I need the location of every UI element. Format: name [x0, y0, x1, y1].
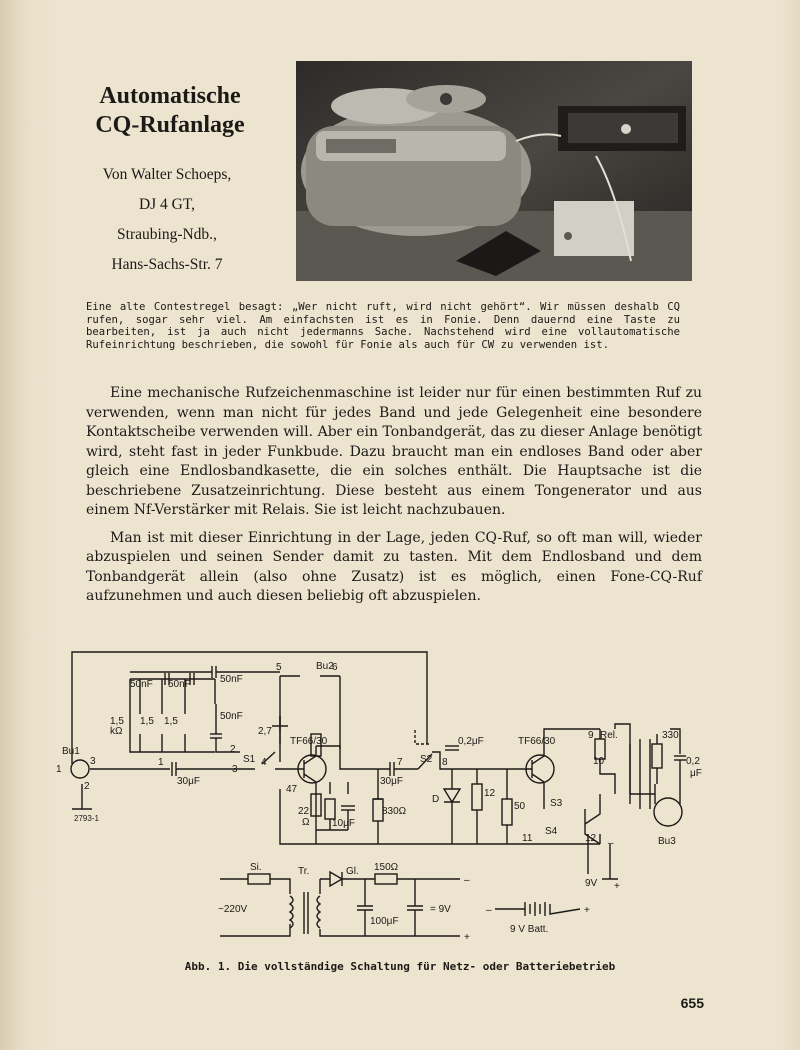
label-res: 2,7 [258, 726, 272, 737]
pin-label: 3 [232, 764, 238, 775]
page-number: 655 [680, 995, 704, 1011]
label-unit: kΩ [110, 726, 123, 737]
author-street: Hans-Sachs-Str. 7 [111, 256, 223, 273]
label-res: 1,5 [140, 716, 154, 727]
label-s4: S4 [545, 826, 558, 837]
label-cap: 50nF [168, 679, 191, 690]
label-cap: 30μF [380, 776, 403, 787]
label-s1: S1 [243, 754, 256, 765]
title-line-1: Automatische [99, 83, 241, 109]
pin-label: 1 [158, 757, 164, 768]
label-res: 150Ω [374, 862, 399, 873]
label-cap: 0,2μF [458, 736, 484, 747]
label-res: 830Ω [382, 806, 407, 817]
label-tf2: TF66/30 [518, 736, 556, 747]
label-ref: 2793-1 [74, 814, 99, 823]
label-cap: 0,2 [686, 756, 700, 767]
label-cap: 100μF [370, 916, 399, 927]
label-voltage: = 9V [430, 904, 451, 915]
label-polarity: – [464, 875, 470, 886]
label-cap: 10μF [332, 818, 355, 829]
label-res: 47 [286, 784, 298, 795]
label-s3: S3 [550, 798, 563, 809]
label-res: 1,5 [164, 716, 178, 727]
pin-label: 3 [90, 756, 96, 767]
body-paragraph: Man ist mit dieser Einrichtung in der Lage, jeden CQ-Ruf, so oft man will, wieder abzuspielen und seinen Sender damit zu tasten. Mit dem Endlosband und dem Tonbandgerät allein (also ohne Zusatz) ist es möglich, einen Fone-CQ-Ruf aufzunehmen und auch diesen beliebig oft abzuspielen. [86, 529, 702, 604]
label-voltage: 9V [585, 878, 598, 889]
intro-text: Eine alte Contestregel besagt: „Wer nicht ruft, wird nicht gehört“. Wir müssen deshalb CQ rufen, sogar sehr viel. Am einfachsten ist es in Fonie. Denn dauernd eine Taste zu bearbeiten, ist ja auch nicht jedermanns Sache. Nachstehend wird eine vollautomatische Rufeinrichtung beschrieben, die sowohl für Fonie als auch für CW zu verwenden ist. [86, 301, 680, 351]
label-rel: Rel. [600, 730, 618, 741]
article-title [60, 82, 280, 140]
title-line-2: CQ-Rufanlage [95, 112, 245, 138]
label-res: 22 [298, 806, 310, 817]
pin-label: 4 [261, 757, 267, 768]
label-cap: 50nF [130, 679, 153, 690]
pin-label: 7 [397, 757, 403, 768]
author-name: Von Walter Schoeps, [102, 166, 232, 183]
label-res: 1,5 [110, 716, 124, 727]
figure-caption: Abb. 1. Die vollständige Schaltung für Netz- oder Batteriebetrieb [184, 960, 616, 973]
pin-label: 6 [332, 662, 338, 673]
pin-label: 2 [230, 744, 236, 755]
pin-label: 1 [56, 764, 62, 775]
circuit-schematic [40, 634, 720, 954]
label-unit: Ω [302, 817, 310, 828]
pin-label: 8 [442, 757, 448, 768]
pin-label: 11 [522, 833, 533, 844]
label-bu3: Bu3 [658, 836, 676, 847]
pin-label: 2 [84, 781, 90, 792]
label-transformer: Tr. [298, 866, 310, 877]
label-bu1: Bu1 [62, 746, 80, 757]
body-text [86, 384, 702, 607]
body-paragraph: Eine mechanische Rufzeichenmaschine ist leider nur für einen bestimmten Ruf zu verwenden, wenn man nicht für jedes Band und jede Gelegenheit eine besondere Kontaktscheibe verwenden will. Aber ein Tonbandgerät, das zu dieser Anlage benötigt wird, steht fast in jeder Funkbude. Dazu braucht man ein endloses Band oder aber gleich eine Endlosbandkasette, die ein solches enthält. Die Hauptsache ist die beschriebene Zusatzeinrichtung. Diese besteht aus einem Tongenerator und aus einem Nf-Verstärker mit Relais. Sie ist leicht nachzubauen. [86, 385, 702, 518]
label-polarity: – [608, 838, 614, 849]
label-battery: 9 V Batt. [510, 924, 549, 935]
label-cap: 50nF [220, 711, 243, 722]
label-rectifier: Gl. [346, 866, 359, 877]
label-cap: 50nF [220, 674, 243, 685]
label-polarity: – [486, 905, 492, 916]
label-unit: μF [690, 768, 702, 779]
label-res: 330 [662, 730, 679, 741]
photo-tape-recorder [296, 61, 692, 281]
label-polarity: + [464, 932, 470, 943]
author-city: Straubing-Ndb., [117, 226, 217, 243]
pin-label: 12 [585, 833, 597, 844]
label-cap: 30μF [177, 776, 200, 787]
label-bu2: Bu2 [316, 661, 334, 672]
author-block [52, 160, 282, 280]
label-mains: ~220V [218, 904, 248, 915]
label-fuse: Si. [250, 862, 262, 873]
pin-label: 5 [276, 662, 282, 673]
label-diode: D [432, 794, 440, 805]
label-res: 50 [514, 801, 526, 812]
label-polarity: + [584, 905, 590, 916]
pin-label: 9 [588, 730, 594, 741]
author-callsign: DJ 4 GT, [138, 196, 196, 213]
label-polarity: + [614, 881, 620, 892]
label-res: 12 [484, 788, 496, 799]
label-tf1: TF66/30 [290, 736, 328, 747]
label-s2: S2 [420, 754, 433, 765]
pin-label: 10 [593, 756, 605, 767]
